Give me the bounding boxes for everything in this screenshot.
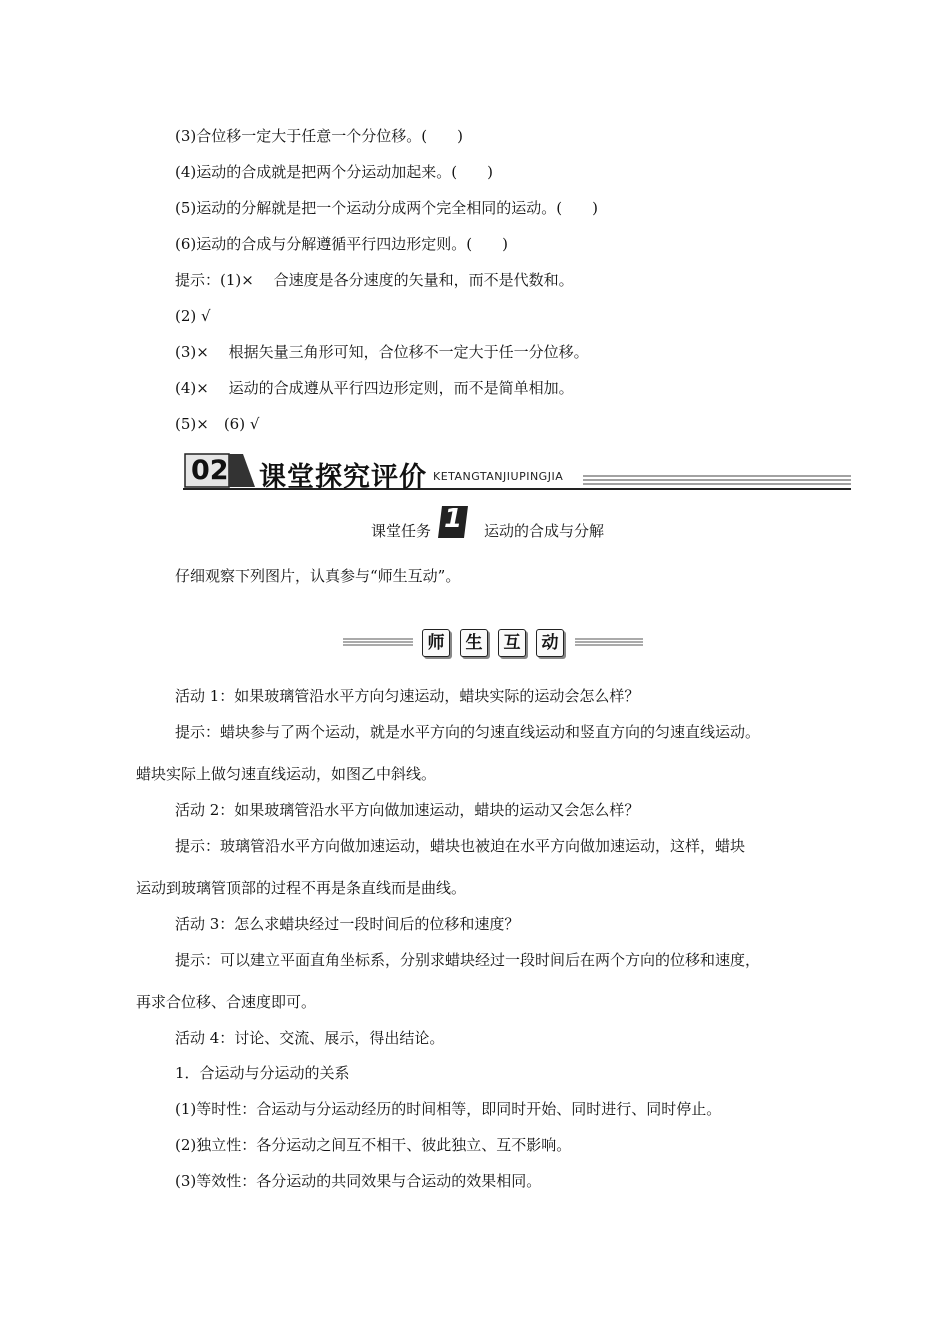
- activity-answer: 蜡块实际上做匀速直线运动，如图乙中斜线。: [136, 765, 437, 783]
- task-number-badge: [438, 506, 468, 538]
- task-prefix: 课堂任务: [371, 522, 432, 540]
- activity-answer: 运动到玻璃管顶部的过程不再是条直线而是曲线。: [136, 879, 467, 897]
- task-number: 1: [443, 504, 463, 534]
- hint-line: (5)× (6) √: [175, 415, 260, 433]
- section-number: 02: [191, 455, 229, 486]
- interaction-header: [343, 626, 643, 662]
- relation-item: (1)等时性：合运动与分运动经历的时间相等，即同时开始、同时进行、同时停止。: [175, 1100, 722, 1118]
- hint-line: (3)× 根据矢量三角形可知，合位移不一定大于任一分位移。: [175, 343, 589, 361]
- activity-question: 活动 3：怎么求蜡块经过一段时间后的位移和速度？: [175, 915, 520, 933]
- task-title: 运动的合成与分解: [484, 522, 605, 540]
- activity-question: 活动 2：如果玻璃管沿水平方向做加速运动，蜡块的运动又会怎么样？: [175, 801, 640, 819]
- section-banner: [183, 452, 851, 492]
- hint-line: 提示：(1)× 合速度是各分速度的矢量和，而不是代数和。: [175, 271, 574, 289]
- header-char: 动: [536, 629, 564, 657]
- activity-answer: 提示：玻璃管沿水平方向做加速运动，蜡块也被迫在水平方向做加速运动，这样，蜡块: [175, 837, 746, 855]
- intro-text: 仔细观察下列图片，认真参与“师生互动”。: [175, 567, 461, 585]
- judgment-item: (5)运动的分解就是把一个运动分成两个完全相同的运动。( ): [175, 199, 598, 217]
- section-title: 课堂探究评价: [259, 462, 427, 493]
- relation-item: (3)等效性：各分运动的共同效果与合运动的效果相同。: [175, 1172, 542, 1190]
- section-title-pinyin: KETANGTANJIUPINGJIA: [433, 470, 564, 483]
- header-rules: [343, 626, 643, 662]
- activity-question: 活动 1：如果玻璃管沿水平方向匀速运动，蜡块实际的运动会怎么样？: [175, 687, 640, 705]
- header-char: 互: [498, 629, 526, 657]
- judgment-item: (6)运动的合成与分解遵循平行四边形定则。( ): [175, 235, 508, 253]
- relation-item: (2)独立性：各分运动之间互不相干、彼此独立、互不影响。: [175, 1136, 572, 1154]
- judgment-item: (4)运动的合成就是把两个分运动加起来。( ): [175, 163, 493, 181]
- header-char: 师: [422, 629, 450, 657]
- header-char: 生: [460, 629, 488, 657]
- activity-answer: 再求合位移、合速度即可。: [136, 993, 317, 1011]
- activity-answer: 提示：可以建立平面直角坐标系，分别求蜡块经过一段时间后在两个方向的位移和速度，: [175, 951, 761, 969]
- hint-line: (2) √: [175, 307, 211, 325]
- hint-line: (4)× 运动的合成遵从平行四边形定则，而不是简单相加。: [175, 379, 574, 397]
- judgment-item: (3)合位移一定大于任意一个分位移。( ): [175, 127, 463, 145]
- activity-4: 活动 4：讨论、交流、展示，得出结论。: [175, 1029, 445, 1047]
- relation-title: 1．合运动与分运动的关系: [175, 1064, 350, 1082]
- activity-answer: 提示：蜡块参与了两个运动，就是水平方向的匀速直线运动和竖直方向的匀速直线运动。: [175, 723, 761, 741]
